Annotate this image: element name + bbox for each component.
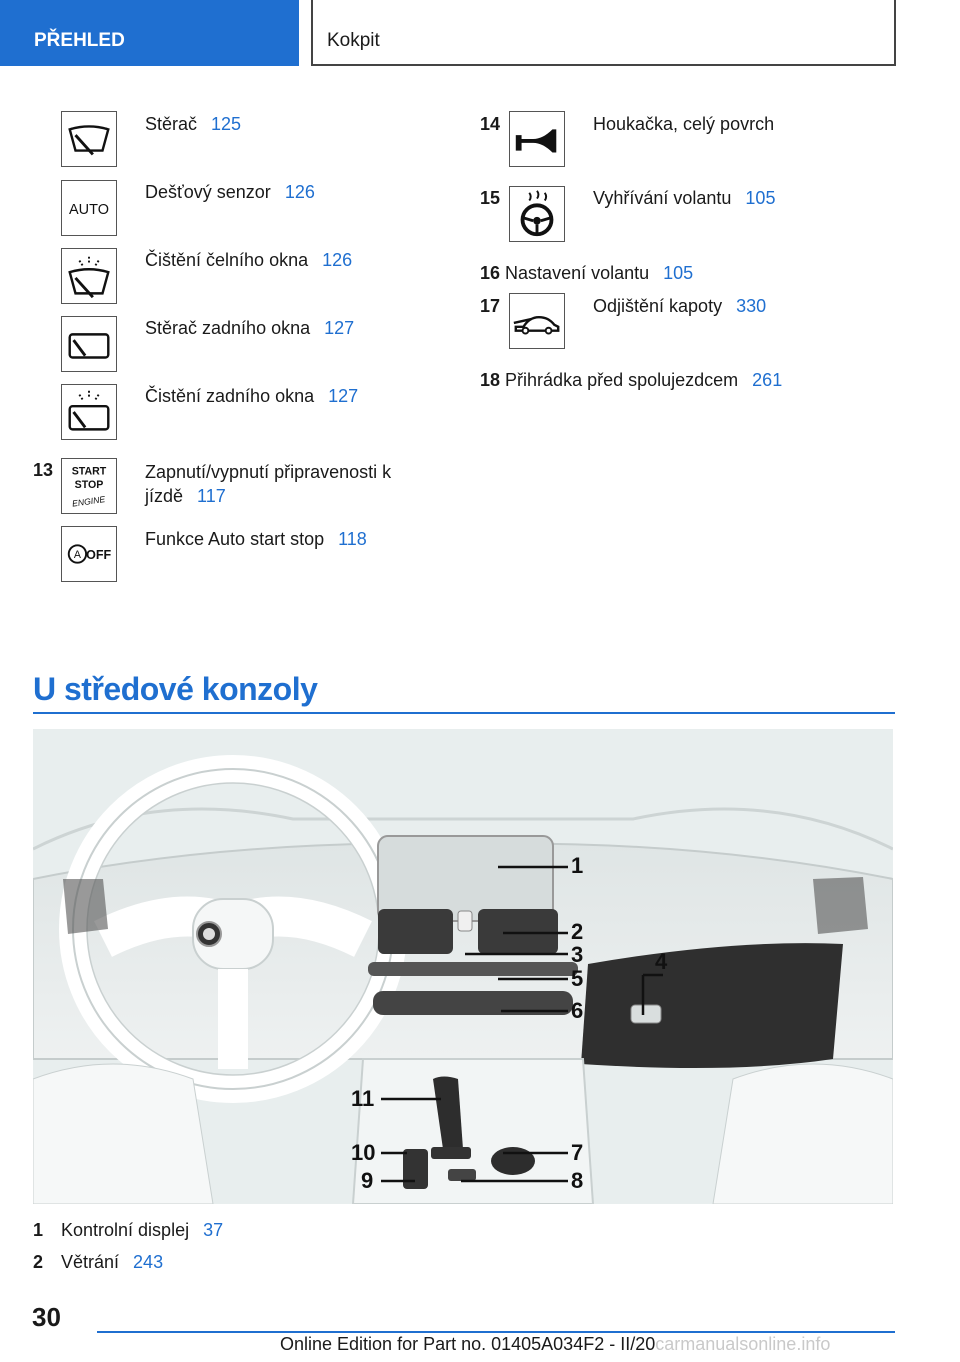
auto-icon-text: AUTO [69,201,109,218]
section-tab[interactable]: PŘEHLED [0,0,299,66]
list-item: Funkce Auto start stop 118 [145,529,367,549]
legend-item: 2 Větrání 243 [33,1252,164,1272]
page-link[interactable]: 37 [203,1220,224,1240]
callout-4: 4 [655,949,668,974]
start-stop-engine-icon [61,458,117,514]
page-link[interactable]: 243 [133,1252,164,1272]
page-link[interactable]: 125 [211,114,242,134]
rear-wiper-icon [61,316,117,372]
horn-icon [509,111,565,167]
list-item: Vyhřívání volantu 105 [593,188,776,208]
auto-rain-sensor-icon [61,180,117,236]
watermark: carmanualsonline.info [655,1334,831,1354]
page-link[interactable]: 127 [328,386,359,406]
legend-item: 1 Kontrolní displej 37 [33,1220,224,1240]
off-text: OFF [86,547,112,562]
section-heading: U středové konzoly [33,671,318,707]
page-header [0,0,960,66]
center-console-illustration [33,729,893,1204]
section-divider [33,712,895,714]
callout-6: 6 [571,998,584,1023]
list-item: Odjištění kapoty 330 [593,296,767,316]
auto-start-stop-off-icon [61,526,117,582]
stop-text: STOP [74,478,104,491]
page-link[interactable]: 261 [752,370,783,390]
list-item: Stěrač 125 [145,114,242,134]
page-link[interactable]: 330 [736,296,767,316]
list-item: Čistění zadního okna 127 [145,386,359,406]
page-link[interactable]: 127 [324,318,355,338]
callout-8: 8 [571,1168,584,1193]
list-item: Houkačka, celý povrch [593,114,775,134]
page-link[interactable]: 105 [745,188,776,208]
steering-wheel-heating-icon [509,186,565,242]
callout-11: 11 [351,1086,375,1111]
chapter-tab[interactable]: Kokpit [311,0,896,66]
engine-text: ENGINE [71,494,106,509]
list-item: 16 Nastavení volantu 105 [480,263,694,283]
callout-2: 2 [571,919,584,944]
svg-text:A: A [73,548,81,561]
callout-1: 1 [571,853,584,878]
wiper-icon [61,111,117,167]
list-item: Zapnutí/vypnutí připravenosti k [145,462,392,482]
cockpit-drawing [33,729,893,1204]
callout-3: 3 [571,942,584,967]
callout-7: 7 [571,1140,584,1165]
page-number: 30 [32,1302,61,1332]
page-link[interactable]: 126 [284,182,315,202]
page-link[interactable]: 117 [197,486,226,506]
start-text: START [71,465,107,478]
list-item: Stěrač zadního okna 127 [145,318,355,338]
page-link[interactable]: 105 [663,263,694,283]
callout-10: 10 [351,1140,376,1165]
page-link[interactable]: 126 [322,250,353,270]
list-item: Dešťový senzor 126 [145,182,315,202]
hood-release-icon [509,293,565,349]
rear-washer-icon [61,384,117,440]
callout-5: 5 [571,966,584,991]
list-item-continued: jízdě 117 [145,486,226,506]
list-item: 18 Přihrádka před spolujezdcem 261 [480,370,783,390]
page-link[interactable]: 118 [338,529,367,549]
footer-divider [97,1331,895,1333]
footer-edition-text: Online Edition for Part no. 01405A034F2 - II/20carmanualsonline.info [280,1334,831,1354]
list-item: Čištění čelního okna 126 [145,250,353,270]
callout-9: 9 [361,1168,374,1193]
windshield-washer-icon [61,248,117,304]
